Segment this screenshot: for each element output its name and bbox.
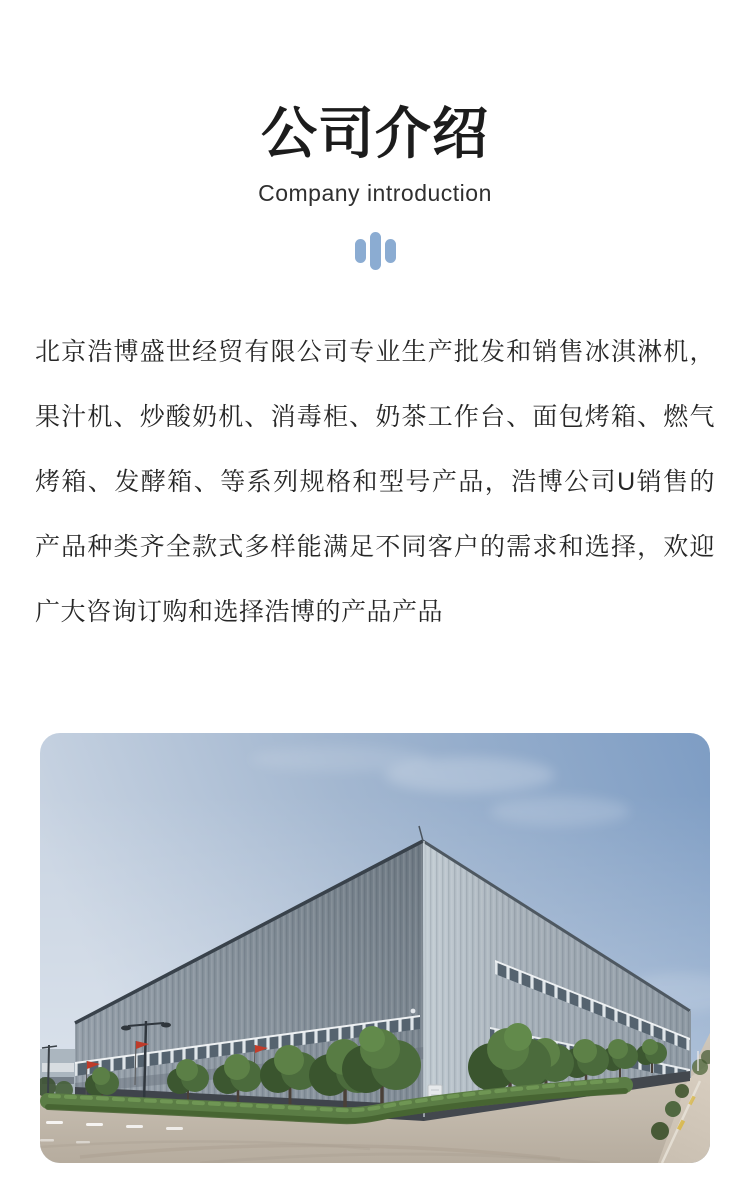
audio-bars-icon <box>0 231 750 271</box>
section-subtitle: Company introduction <box>258 180 492 207</box>
distant-buildings <box>40 1049 76 1099</box>
factory-photo-illustration <box>40 733 710 1163</box>
audio-bar-left <box>355 239 366 263</box>
section-title: 公司介绍 <box>261 102 489 165</box>
factory-photo <box>40 733 710 1163</box>
audio-bar-right <box>385 239 396 263</box>
section-header <box>0 0 750 271</box>
company-description: 北京浩博盛世经贸有限公司专业生产批发和销售冰淇淋机，果汁机、炒酸奶机、消毒柜、奶茶工作台、面包烤箱、燃气烤箱、发酵箱、等系列规格和型号产品，浩博公司U销售的产品种类齐全款式多样能满足不同客户的需求和选择，欢迎广大咨询订购和选择浩博的产品产品 <box>35 338 715 627</box>
wall-lamp <box>411 1009 416 1014</box>
audio-bar-middle <box>370 232 381 270</box>
